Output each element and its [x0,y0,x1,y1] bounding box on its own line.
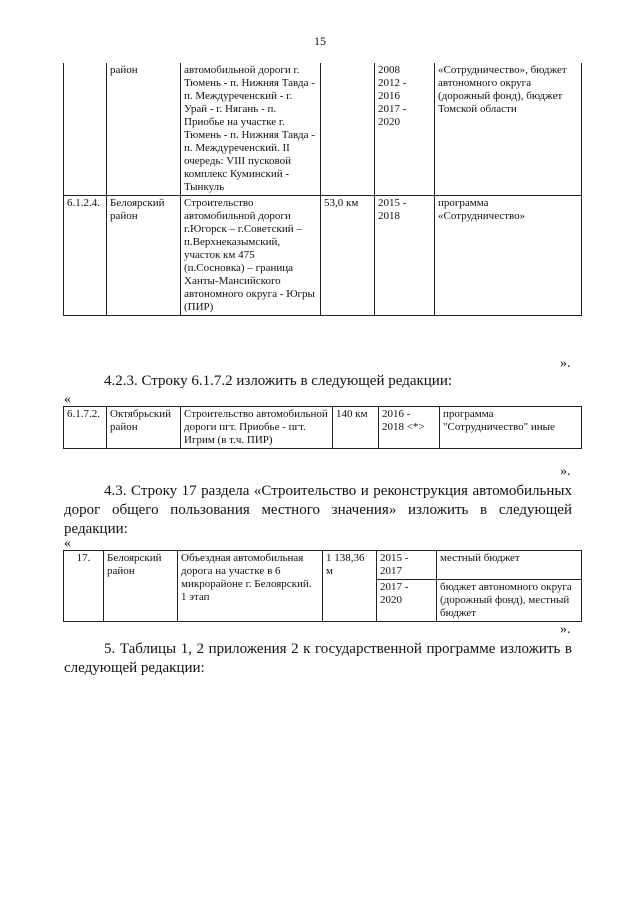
object-cell: автомобильной дороги г. Тюмень - п. Нижняя Тавда - п. Междуреченский - г. Урай - г. Нягань - п. Приобье на участке г. Тюмень - п. Нижняя Тавда - п. Междуреченский. II очередь: VIII пусковой комплекс Куминский - Тынкуль [181,63,321,196]
capacity-cell: 140 км [333,407,379,449]
paragraph-item-5-line-1: 5. Таблицы 1, 2 приложения 2 к государственной программе изложить в [104,641,572,657]
years-cell: 2016 - 2018 <*> [379,407,440,449]
funding-source-cell: местный бюджет [437,551,582,580]
table-row-17 [63,550,582,622]
object-cell: Объездная автомобильная дорога на участке в 6 микрорайоне г. Белоярский. 1 этап [178,551,323,622]
paragraph-item-5-line-2: следующей редакции: [64,660,205,676]
object-cell: Строительство автомобильной дороги пгт. Приобье - пгт. Игрим (в т.ч. ПИР) [181,407,333,449]
funding-source-cell: программа "Сотрудничество" иные [440,407,582,449]
closing-quote: ». [560,622,571,637]
capacity-cell: 53,0 км [321,196,375,316]
opening-quote: « [64,536,71,551]
table-row [64,551,582,580]
years-cell: 2008 2012 - 2016 2017 - 2020 [375,63,435,196]
closing-quote: ». [560,356,571,371]
table-row-6-1-7-2 [63,406,582,449]
page-number: 15 [314,34,326,48]
years-cell: 2015 - 2018 [375,196,435,316]
row-number [64,63,107,196]
table-row [64,407,582,449]
row-number: 6.1.7.2. [64,407,107,449]
years-cell: 2015 - 2017 [377,551,437,580]
row-number: 6.1.2.4. [64,196,107,316]
row-number: 17. [64,551,104,622]
opening-quote: « [64,392,71,407]
object-cell: Строительство автомобильной дороги г.Югорск – г.Советский – п.Верхнеказымский, участок км 475 (п.Сосновка) – граница Ханты-Мансийского автономного округа - Югры (ПИР) [181,196,321,316]
paragraph-amendment-4-3-line-3: редакции: [64,521,128,537]
table-continuation [63,63,582,316]
table-row [64,63,582,196]
paragraph-amendment-4-3-line-1: 4.3. Строку 17 раздела «Строительство и реконструкция автомобильных [104,483,572,499]
district-cell: Белоярский район [107,196,181,316]
paragraph-amendment-4-3-line-2: дорог общего пользования местного значения» изложить в следующей [64,502,572,518]
funding-source-cell: «Сотрудничество», бюджет автономного округа (дорожный фонд), бюджет Томской области [435,63,582,196]
funding-source-cell: бюджет автономного округа (дорожный фонд), местный бюджет [437,580,582,622]
closing-quote: ». [560,464,571,479]
capacity-cell [321,63,375,196]
table-row [64,196,582,316]
district-cell: район [107,63,181,196]
district-cell: Белоярский район [104,551,178,622]
district-cell: Октябрьский район [107,407,181,449]
years-cell: 2017 - 2020 [377,580,437,622]
capacity-cell: 1 138,36 м [323,551,377,622]
funding-source-cell: программа «Сотрудничество» [435,196,582,316]
paragraph-amendment-4-2-3: 4.2.3. Строку 6.1.7.2 изложить в следующей редакции: [104,373,453,389]
